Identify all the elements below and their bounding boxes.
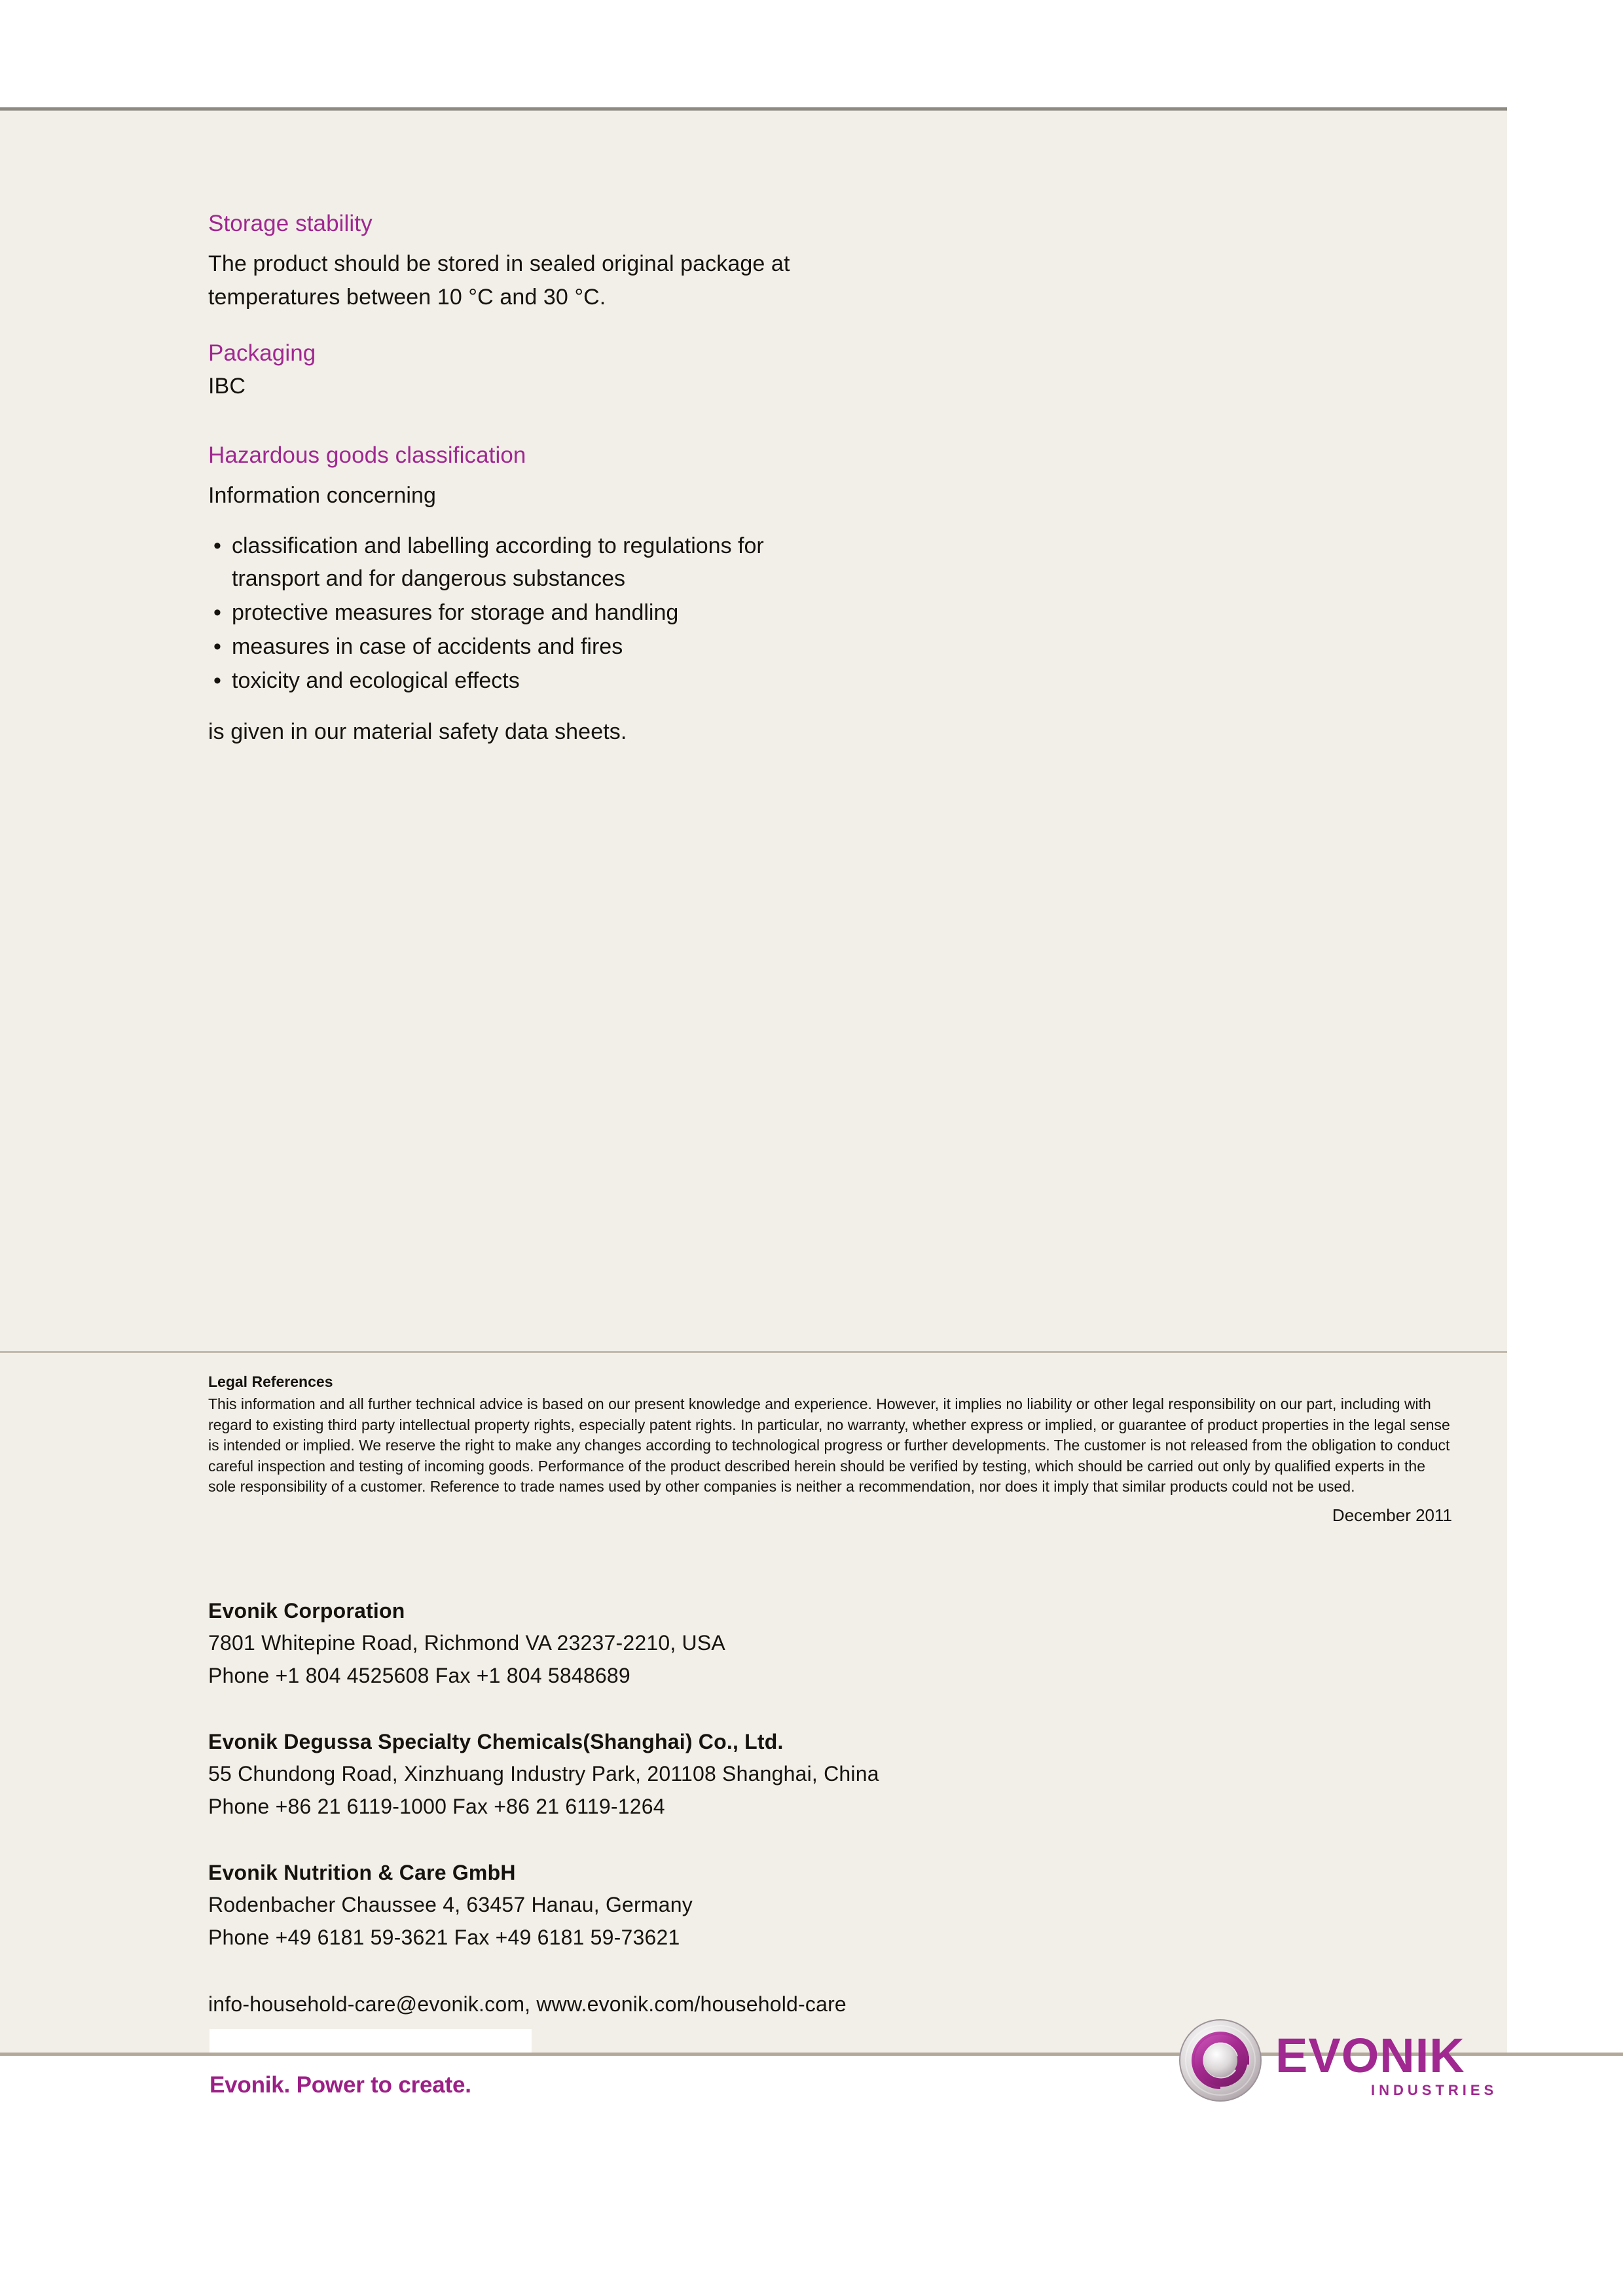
company-phone: Phone +1 804 4525608 Fax +1 804 5848689 (208, 1664, 630, 1687)
main-content-column (208, 211, 797, 749)
hazardous-outro-text: is given in our material safety data sheets. (208, 719, 627, 744)
list-item: • measures in case of accidents and fires (208, 630, 797, 663)
list-item: • protective measures for storage and handling (208, 596, 797, 629)
packaging-body: IBC (208, 373, 246, 399)
spacer (208, 1823, 1452, 1857)
evonik-wordmark (1275, 2029, 1511, 2101)
company-name: Evonik Nutrition & Care GmbH (208, 1861, 516, 1884)
hazardous-bullet-list (208, 529, 797, 697)
right-white-gutter (1507, 0, 1623, 2054)
company-street: Rodenbacher Chaussee 4, 63457 Hanau, Germany (208, 1893, 693, 1916)
company-street: 7801 Whitepine Road, Richmond VA 23237-2210, USA (208, 1631, 725, 1655)
contact-email-and-website[interactable]: info-household-care@evonik.com, www.evonik.com/household-care (208, 1992, 847, 2016)
footer-white-patch (210, 2029, 532, 2054)
document-date: December 2011 (1332, 1505, 1452, 1525)
heading-packaging: Packaging (208, 340, 316, 367)
spacer (208, 314, 797, 340)
legal-references-title: Legal References (208, 1373, 333, 1390)
spacer (208, 403, 797, 442)
list-item: • classification and labelling according to regulations for transport and for dangerous substances (208, 529, 797, 595)
logo-wordmark-text: EVONIK (1275, 2029, 1465, 2083)
legal-references-block (208, 1372, 1452, 1526)
legal-references-body: This information and all further technical advice is based on our present knowledge and experience. However, it implies no liability or other legal responsibility on our part, including with regard to existing third party intellectual property rights, especially patent rights. In particular, no warranty, whether express or implied, or guarantee of product properties in the legal sense is intended or implied. We reserve the right to make any changes according to technological progress or further developments. The customer is not released from the obligation to conduct careful inspection and testing of incoming goods. Performance of the product described herein should be verified by testing, which should be carried out only by qualified experts in the sole responsibility of a customer. Reference to trade names used by other companies is neither a recommendation, nor does it imply that similar products could not be used. (208, 1395, 1450, 1495)
logo-subline-text: INDUSTRIES (1371, 2082, 1498, 2098)
list-item: • toxicity and ecological effects (208, 664, 797, 697)
hazardous-intro-text: Information concerning (208, 482, 437, 508)
heading-storage-stability: Storage stability (208, 211, 373, 236)
evonik-logo (1178, 2017, 1512, 2104)
evonik-e-spiral-icon (1178, 2018, 1262, 2102)
company-phone: Phone +49 6181 59-3621 Fax +49 6181 59-73621 (208, 1926, 680, 1949)
top-divider-rule (0, 107, 1507, 111)
address-list (208, 1595, 1452, 2020)
company-phone: Phone +86 21 6119-1000 Fax +86 21 6119-1264 (208, 1795, 665, 1818)
brand-claim: Evonik. Power to create. (210, 2072, 471, 2098)
spacer (208, 1692, 1452, 1726)
heading-hazardous-goods-classification: Hazardous goods classification (208, 442, 526, 468)
spacer (208, 512, 797, 529)
company-street: 55 Chundong Road, Xinzhuang Industry Park, 201108 Shanghai, China (208, 1762, 879, 1785)
spacer (208, 698, 797, 715)
company-name: Evonik Corporation (208, 1599, 405, 1623)
legal-divider-rule (0, 1351, 1507, 1353)
company-name: Evonik Degussa Specialty Chemicals(Shanghai) Co., Ltd. (208, 1730, 784, 1753)
storage-stability-body: The product should be stored in sealed original package at temperatures between 10 °C and 30 °C. (208, 251, 790, 310)
spacer (208, 1954, 1452, 1988)
